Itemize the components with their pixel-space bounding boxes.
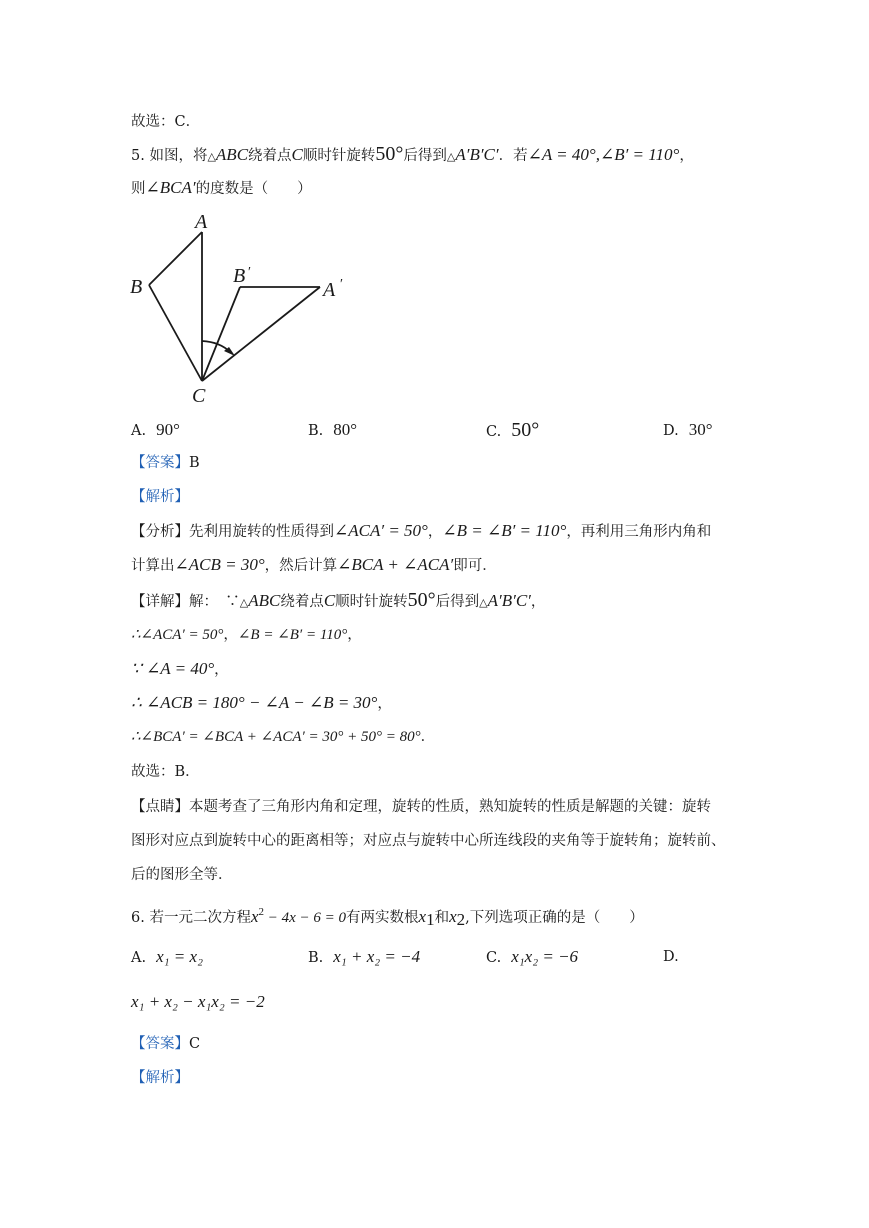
fenxi-text-3: ，再利用三角形内角和 xyxy=(566,524,712,540)
label-b: B xyxy=(130,276,143,298)
q5-math-abc: ABC xyxy=(215,145,249,164)
analysis-tag-6: 【解析】 xyxy=(131,1070,189,1086)
option-label: D. xyxy=(663,423,679,439)
question-6-line xyxy=(131,902,644,930)
q6-text-2: 有两实数根 xyxy=(346,910,419,926)
xiangjie-math-2: C xyxy=(323,591,336,610)
q6-text-3: 和 xyxy=(434,910,450,926)
label-a: A xyxy=(195,211,208,233)
fenxi-text-4: 计算出 xyxy=(131,558,175,574)
question-5-line-1 xyxy=(131,144,694,167)
xiangjie-text-2: 绕着点 xyxy=(280,594,324,610)
answer-value: C xyxy=(189,1036,201,1052)
step-1-math-b: ∠B = ∠B′ = 110° xyxy=(237,627,348,643)
fenxi-text-5: ，然后计算 xyxy=(264,558,338,574)
step-2 xyxy=(131,659,229,680)
q6-eq-rest: − 4x − 6 = 0 xyxy=(264,910,347,926)
option-value: 50° xyxy=(511,419,540,441)
option-a[interactable] xyxy=(131,420,180,441)
option-value: x₁x₂ = −6 xyxy=(511,947,579,966)
xiangjie-math-3: 50° xyxy=(407,589,436,611)
label-b-prime-mark: ′ xyxy=(248,265,252,280)
dianjing-text-1: 本题考查了三角形内角和定理，旋转的性质，熟知旋转的性质是解题的关键：旋转 xyxy=(189,799,711,815)
dianjing-line-2: 图形对应点到旋转中心的距离相等；对应点与旋转中心所连线段的夹角等于旋转角；旋转前、 xyxy=(131,833,726,849)
option-label: A. xyxy=(131,950,147,966)
xiangjie-text-5: ， xyxy=(530,594,546,610)
q5-text-6: ， xyxy=(679,148,694,164)
q5-text-5: ．若 xyxy=(498,148,528,164)
answer-tag: 【答案】 xyxy=(131,455,189,471)
q6-x2: x xyxy=(449,907,457,926)
option-value: x₁ + x₂ = −4 xyxy=(333,947,421,966)
step-4-end: ． xyxy=(420,729,436,745)
choose-b-line: 故选：B． xyxy=(131,764,200,780)
xiangjie-math-4: A′B′C′ xyxy=(487,591,531,610)
step-2-end: ， xyxy=(214,662,229,678)
q5-math-abc-prime: A′B′C′ xyxy=(455,145,499,164)
option-d[interactable] xyxy=(663,420,713,441)
q6-text-4: ,下列选项正确的是（ ） xyxy=(465,910,644,926)
fenxi-text-6: 即可． xyxy=(453,558,497,574)
step-1-math-a: ∴∠ACA′ = 50° xyxy=(131,627,224,643)
xiangjie-text-1: 解： ∵ xyxy=(189,594,240,610)
step-4 xyxy=(131,727,435,747)
triangle-symbol: △ xyxy=(446,150,456,163)
dianjing-line-3: 后的图形全等． xyxy=(131,867,233,883)
answer-5 xyxy=(131,453,200,473)
xiangjie-text-4: 后得到 xyxy=(435,594,480,610)
xiangjie-text-3: 顺时针旋转 xyxy=(335,594,408,610)
edge-ab xyxy=(149,232,202,285)
rotation-figure xyxy=(125,208,355,408)
triangle-symbol: △ xyxy=(239,596,249,609)
fenxi-math-3: ∠ACB = 30° xyxy=(174,555,265,574)
label-b-prime: B xyxy=(233,265,246,287)
option-value: x₁ = x₂ xyxy=(156,947,203,966)
q6-eq-exp: 2 xyxy=(258,906,264,918)
fenxi-text-2: ， xyxy=(427,524,443,540)
step-1 xyxy=(131,625,362,645)
answer-6 xyxy=(131,1034,200,1054)
fenxi-line-1 xyxy=(131,521,711,542)
option-label: A. xyxy=(131,423,147,439)
option-value: 30° xyxy=(688,420,713,439)
label-c: C xyxy=(192,385,206,407)
option-label: B. xyxy=(308,423,324,439)
dianjing-tag: 【点睛】 xyxy=(131,799,189,815)
q5-math-bca-prime: ∠BCA′ xyxy=(145,178,196,197)
option-label: B. xyxy=(308,950,324,966)
triangle-symbol: △ xyxy=(207,150,216,163)
fenxi-math-1: ∠ACA′ = 50° xyxy=(334,521,428,540)
label-a-prime: A xyxy=(323,279,336,301)
step-3 xyxy=(131,693,392,714)
fenxi-math-4: ∠BCA + ∠ACA′ xyxy=(337,555,454,574)
fenxi-line-2 xyxy=(131,555,497,576)
answer-value: B xyxy=(189,455,200,471)
option-b[interactable] xyxy=(308,420,357,441)
fenxi-math-2: ∠B = ∠B′ = 110° xyxy=(442,521,567,540)
q5-math-c: C xyxy=(291,145,303,164)
fenxi-text-1: 先利用旋转的性质得到 xyxy=(189,524,334,540)
q6-eq-x: x xyxy=(250,907,259,926)
option-d[interactable] xyxy=(663,947,679,967)
option-label: C. xyxy=(486,424,502,440)
option-c[interactable] xyxy=(486,420,539,442)
step-4-math: ∴∠BCA′ = ∠BCA + ∠ACA′ = 30° + 50° = 80° xyxy=(131,729,421,745)
option-b[interactable] xyxy=(308,947,420,968)
option-d-value[interactable] xyxy=(131,992,265,1013)
answer-tag: 【答案】 xyxy=(131,1036,189,1052)
prev-answer-line: 故选：C． xyxy=(131,114,201,130)
step-2-math: ∵ ∠A = 40° xyxy=(131,659,215,678)
fenxi-tag: 【分析】 xyxy=(131,524,189,540)
analysis-tag-5: 【解析】 xyxy=(131,489,189,505)
q6-x1: x xyxy=(418,907,427,926)
question-number: 5. xyxy=(131,148,145,164)
q5-text-8: 的度数是（ ） xyxy=(195,181,312,197)
q6-x1-sub: 1 xyxy=(426,910,435,929)
xiangjie-tag: 【详解】 xyxy=(131,594,189,610)
q5-text-1: 如图，将 xyxy=(149,148,208,164)
question-number: 6. xyxy=(131,910,145,926)
option-label: D. xyxy=(663,949,679,965)
edge-a-prime-c xyxy=(202,287,320,381)
step-3-end: ， xyxy=(377,696,392,712)
step-3-math: ∴ ∠ACB = 180° − ∠A − ∠B = 30° xyxy=(131,693,378,712)
edge-bc xyxy=(149,285,202,381)
step-1-end: ， xyxy=(347,627,362,643)
q5-text-4: 后得到 xyxy=(403,148,447,164)
xiangjie-line xyxy=(131,590,545,613)
q6-text-1: 若一元二次方程 xyxy=(149,910,251,926)
option-c[interactable] xyxy=(486,947,578,968)
step-1-sep: ， xyxy=(223,627,238,643)
q5-text-2: 绕着点 xyxy=(248,148,292,164)
question-5-line-2 xyxy=(131,178,312,199)
q5-text-3: 顺时针旋转 xyxy=(302,148,376,164)
q5-math-50: 50° xyxy=(375,143,404,165)
q5-text-7: 则 xyxy=(131,181,146,197)
option-label: C. xyxy=(486,950,502,966)
xiangjie-math-1: ABC xyxy=(248,591,281,610)
q6-x2-sub: 2 xyxy=(456,910,466,929)
label-a-prime-mark: ′ xyxy=(340,277,344,292)
triangle-symbol: △ xyxy=(479,596,488,609)
option-a[interactable] xyxy=(131,947,203,968)
option-value: x₁ + x₂ − x₁x₂ = −2 xyxy=(131,992,265,1011)
option-value: 80° xyxy=(333,420,358,439)
q5-math-given: ∠A = 40°,∠B′ = 110° xyxy=(527,145,680,164)
dianjing-line-1 xyxy=(131,797,711,817)
option-value: 90° xyxy=(156,420,180,439)
